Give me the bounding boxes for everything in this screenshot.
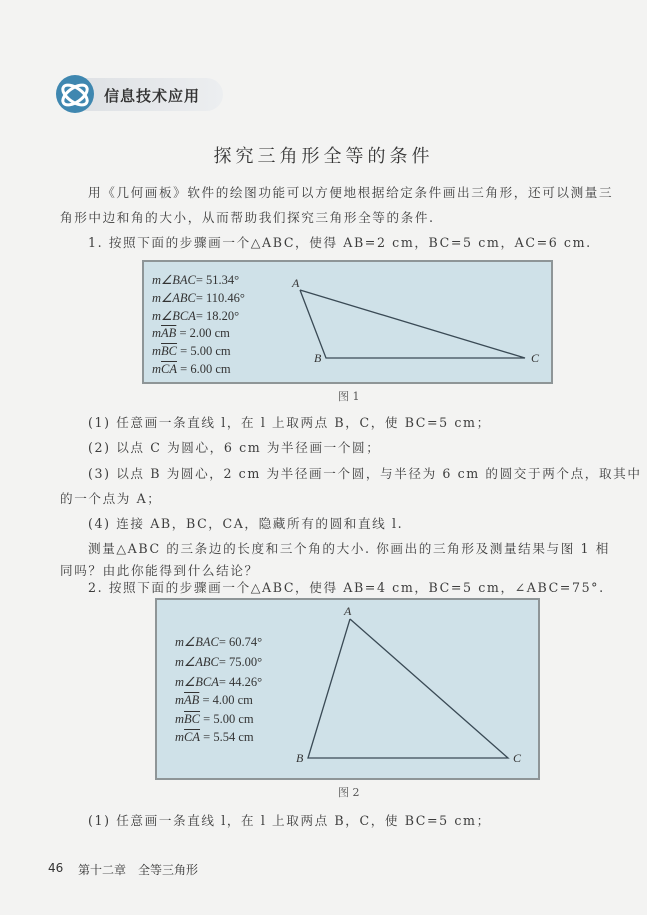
step: (2) 以点 C 为圆心，6 cm 为半径画一个圆；	[88, 440, 381, 455]
vertex-a: A	[344, 604, 352, 618]
vertex-a: A	[292, 276, 300, 290]
vertex-c: C	[513, 751, 522, 765]
intro-line: 角形中边和角的大小，从而帮助我们探究三角形全等的条件.	[60, 210, 435, 225]
figure-1-caption: 图 1	[338, 390, 360, 403]
measurement-angle: m∠ABC= 75.00°	[175, 655, 263, 669]
measurement-side: $m\overline{CA} = 6.00$ cm	[152, 362, 231, 376]
task1-heading: 1. 按照下面的步骤画一个△ABC，使得 AB=2 cm，BC=5 cm，AC=6 cm.	[88, 235, 592, 250]
chapter-title: 第十二章 全等三角形	[78, 863, 199, 877]
question-line: 测量△ABC 的三条边的长度和三个角的大小. 你画出的三角形及测量结果与图 1 相	[88, 541, 610, 556]
measurement-angle: m∠BCA= 44.26°	[175, 675, 263, 689]
page-title: 探究三角形全等的条件	[213, 146, 434, 167]
step: (4) 连接 AB，BC，CA，隐藏所有的圆和直线 l.	[88, 516, 404, 531]
measurement-side: $m\overline{BC} = 5.00$ cm	[175, 712, 254, 726]
page-number: 46	[48, 861, 64, 875]
figure-2-caption: 图 2	[338, 786, 360, 799]
section-label: 信息技术应用	[104, 87, 201, 105]
measurement-angle: m∠BCA= 18.20°	[152, 309, 240, 323]
question-line: 同吗？由此你能得到什么结论？	[60, 563, 259, 578]
measurement-side: $m\overline{AB} = 2.00$ cm	[152, 326, 230, 340]
measurement-side: $m\overline{BC} = 5.00$ cm	[152, 344, 231, 358]
vertex-b: B	[314, 351, 322, 365]
measurement-angle: m∠BAC= 51.34°	[152, 273, 240, 287]
info-tech-logo-icon	[54, 73, 96, 115]
step: 的一个点为 A；	[60, 491, 162, 506]
vertex-b: B	[296, 751, 304, 765]
intro-line: 用《几何画板》软件的绘图功能可以方便地根据给定条件画出三角形，还可以测量三	[88, 185, 614, 200]
step: (3) 以点 B 为圆心，2 cm 为半径画一个圆，与半径为 6 cm 的圆交于两个点，取其中	[88, 466, 642, 481]
figure-1	[142, 260, 553, 384]
step: (1) 任意画一条直线 l，在 l 上取两点 B，C，使 BC=5 cm；	[88, 415, 491, 430]
measurement-side: $m\overline{AB} = 4.00$ cm	[175, 693, 253, 707]
measurement-side: $m\overline{CA} = 5.54$ cm	[175, 730, 254, 744]
measurement-angle: m∠BAC= 60.74°	[175, 635, 263, 649]
measurement-angle: m∠ABC= 110.46°	[152, 291, 245, 305]
figure-2	[155, 598, 540, 780]
vertex-c: C	[531, 351, 540, 365]
triangle-2	[157, 600, 542, 782]
step: (1) 任意画一条直线 l，在 l 上取两点 B，C，使 BC=5 cm；	[88, 813, 491, 828]
task2-heading: 2. 按照下面的步骤画一个△ABC，使得 AB=4 cm，BC=5 cm，∠ABC=75°.	[88, 580, 605, 595]
